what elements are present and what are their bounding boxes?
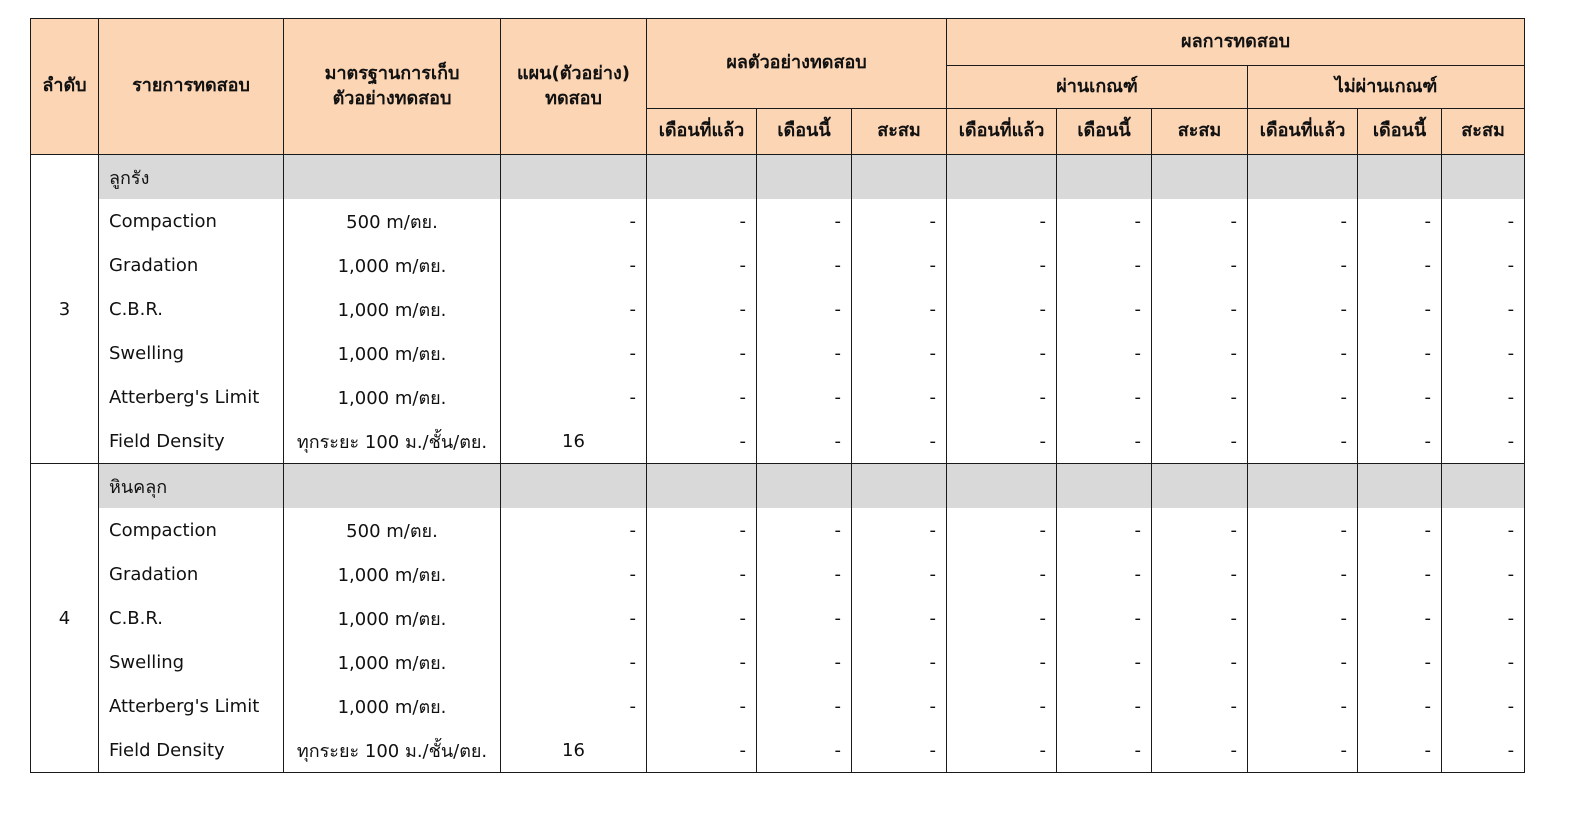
result-value: - bbox=[1358, 508, 1442, 552]
test-plan: - bbox=[501, 640, 647, 684]
group-empty-cell bbox=[647, 155, 757, 200]
result-value: - bbox=[1057, 728, 1152, 773]
result-value: - bbox=[1152, 375, 1248, 419]
result-value: - bbox=[647, 331, 757, 375]
result-value: - bbox=[1152, 728, 1248, 773]
result-value: - bbox=[947, 508, 1057, 552]
result-value: - bbox=[1152, 243, 1248, 287]
test-plan: - bbox=[501, 199, 647, 243]
result-value: - bbox=[757, 419, 852, 464]
table-row bbox=[31, 596, 1525, 640]
table-row bbox=[31, 728, 1525, 773]
result-value: - bbox=[1442, 684, 1525, 728]
result-value: - bbox=[947, 375, 1057, 419]
header-standard-line2: ตัวอย่างทดสอบ bbox=[332, 87, 452, 109]
result-value: - bbox=[947, 728, 1057, 773]
result-value: - bbox=[757, 331, 852, 375]
header-results: ผลการทดสอบ bbox=[947, 19, 1525, 66]
test-item: Gradation bbox=[99, 243, 284, 287]
test-standard: 1,000 m/ตย. bbox=[284, 287, 501, 331]
result-value: - bbox=[1358, 375, 1442, 419]
test-plan: - bbox=[501, 684, 647, 728]
header-fail-cumulative: สะสม bbox=[1442, 109, 1525, 155]
test-plan: - bbox=[501, 375, 647, 419]
result-value: - bbox=[1248, 728, 1358, 773]
result-value: - bbox=[1358, 419, 1442, 464]
result-value: - bbox=[1152, 596, 1248, 640]
test-plan: 16 bbox=[501, 728, 647, 773]
result-value: - bbox=[852, 243, 947, 287]
result-value: - bbox=[757, 552, 852, 596]
group-empty-cell bbox=[647, 464, 757, 509]
header-samples-last-month: เดือนที่แล้ว bbox=[647, 109, 757, 155]
result-value: - bbox=[647, 508, 757, 552]
table-body bbox=[31, 155, 1525, 773]
group-empty-cell bbox=[947, 464, 1057, 509]
result-value: - bbox=[1248, 640, 1358, 684]
result-value: - bbox=[647, 419, 757, 464]
test-item: C.B.R. bbox=[99, 287, 284, 331]
header-fail: ไม่ผ่านเกณฑ์ bbox=[1248, 66, 1525, 109]
result-value: - bbox=[1442, 596, 1525, 640]
table-row bbox=[31, 419, 1525, 464]
group-row bbox=[31, 464, 1525, 509]
group-empty-cell bbox=[1248, 464, 1358, 509]
result-value: - bbox=[1248, 508, 1358, 552]
group-empty-cell bbox=[1152, 464, 1248, 509]
header-no: ลำดับ bbox=[31, 19, 99, 155]
result-value: - bbox=[757, 684, 852, 728]
result-value: - bbox=[1442, 243, 1525, 287]
test-item: Field Density bbox=[99, 728, 284, 773]
result-value: - bbox=[1248, 331, 1358, 375]
test-item: Swelling bbox=[99, 640, 284, 684]
group-empty-cell bbox=[1442, 155, 1525, 200]
test-item: Swelling bbox=[99, 331, 284, 375]
result-value: - bbox=[647, 552, 757, 596]
test-item: Gradation bbox=[99, 552, 284, 596]
header-pass-last-month: เดือนที่แล้ว bbox=[947, 109, 1057, 155]
result-value: - bbox=[1152, 508, 1248, 552]
result-value: - bbox=[852, 287, 947, 331]
result-value: - bbox=[1248, 552, 1358, 596]
result-value: - bbox=[852, 728, 947, 773]
test-standard: 1,000 m/ตย. bbox=[284, 243, 501, 287]
header-pass-cumulative: สะสม bbox=[1152, 109, 1248, 155]
test-item: Atterberg's Limit bbox=[99, 375, 284, 419]
result-value: - bbox=[1057, 684, 1152, 728]
result-value: - bbox=[1358, 640, 1442, 684]
test-results-table bbox=[30, 18, 1525, 773]
result-value: - bbox=[1152, 287, 1248, 331]
test-plan: - bbox=[501, 243, 647, 287]
header-samples-this-month: เดือนนี้ bbox=[757, 109, 852, 155]
result-value: - bbox=[757, 287, 852, 331]
test-plan: 16 bbox=[501, 419, 647, 464]
result-value: - bbox=[1248, 199, 1358, 243]
group-name: ลูกรัง bbox=[99, 155, 284, 200]
header-standard bbox=[284, 19, 501, 155]
result-value: - bbox=[1057, 375, 1152, 419]
test-standard: ทุกระยะ 100 ม./ชั้น/ตย. bbox=[284, 728, 501, 773]
result-value: - bbox=[1152, 199, 1248, 243]
result-value: - bbox=[647, 375, 757, 419]
result-value: - bbox=[1152, 640, 1248, 684]
result-value: - bbox=[1442, 375, 1525, 419]
table-row bbox=[31, 331, 1525, 375]
group-row bbox=[31, 155, 1525, 200]
result-value: - bbox=[1248, 243, 1358, 287]
result-value: - bbox=[947, 287, 1057, 331]
result-value: - bbox=[1057, 640, 1152, 684]
result-value: - bbox=[757, 199, 852, 243]
header-samples-cumulative: สะสม bbox=[852, 109, 947, 155]
result-value: - bbox=[947, 199, 1057, 243]
result-value: - bbox=[947, 243, 1057, 287]
header-plan-line2: ทดสอบ bbox=[545, 87, 602, 109]
header-pass: ผ่านเกณฑ์ bbox=[947, 66, 1248, 109]
result-value: - bbox=[852, 640, 947, 684]
result-value: - bbox=[1358, 552, 1442, 596]
group-number: 4 bbox=[31, 464, 99, 773]
result-value: - bbox=[1358, 331, 1442, 375]
group-empty-cell bbox=[501, 155, 647, 200]
result-value: - bbox=[852, 596, 947, 640]
result-value: - bbox=[1442, 552, 1525, 596]
result-value: - bbox=[1057, 552, 1152, 596]
test-item: C.B.R. bbox=[99, 596, 284, 640]
result-value: - bbox=[852, 508, 947, 552]
group-empty-cell bbox=[1057, 155, 1152, 200]
result-value: - bbox=[1057, 596, 1152, 640]
table-row bbox=[31, 199, 1525, 243]
table-row bbox=[31, 640, 1525, 684]
result-value: - bbox=[647, 287, 757, 331]
test-standard: 500 m/ตย. bbox=[284, 199, 501, 243]
result-value: - bbox=[1057, 243, 1152, 287]
table-header bbox=[31, 19, 1525, 155]
result-value: - bbox=[647, 199, 757, 243]
result-value: - bbox=[1358, 728, 1442, 773]
result-value: - bbox=[647, 684, 757, 728]
group-empty-cell bbox=[284, 464, 501, 509]
test-standard: 1,000 m/ตย. bbox=[284, 375, 501, 419]
result-value: - bbox=[757, 640, 852, 684]
result-value: - bbox=[947, 331, 1057, 375]
table-row bbox=[31, 552, 1525, 596]
header-fail-last-month: เดือนที่แล้ว bbox=[1248, 109, 1358, 155]
header-samples: ผลตัวอย่างทดสอบ bbox=[647, 19, 947, 109]
group-empty-cell bbox=[757, 464, 852, 509]
test-standard: 1,000 m/ตย. bbox=[284, 640, 501, 684]
header-item: รายการทดสอบ bbox=[99, 19, 284, 155]
header-plan bbox=[501, 19, 647, 155]
test-plan: - bbox=[501, 508, 647, 552]
test-plan: - bbox=[501, 596, 647, 640]
result-value: - bbox=[647, 640, 757, 684]
test-standard: 1,000 m/ตย. bbox=[284, 331, 501, 375]
group-empty-cell bbox=[1057, 464, 1152, 509]
table-row bbox=[31, 287, 1525, 331]
header-plan-line1: แผน(ตัวอย่าง) bbox=[517, 63, 630, 85]
result-value: - bbox=[1358, 287, 1442, 331]
table-row bbox=[31, 243, 1525, 287]
result-value: - bbox=[1358, 684, 1442, 728]
result-value: - bbox=[947, 684, 1057, 728]
result-value: - bbox=[757, 375, 852, 419]
test-item: Compaction bbox=[99, 508, 284, 552]
result-value: - bbox=[947, 419, 1057, 464]
result-value: - bbox=[852, 552, 947, 596]
test-standard: 1,000 m/ตย. bbox=[284, 684, 501, 728]
group-empty-cell bbox=[1358, 155, 1442, 200]
result-value: - bbox=[1152, 419, 1248, 464]
result-value: - bbox=[1248, 684, 1358, 728]
result-value: - bbox=[1358, 243, 1442, 287]
header-standard-line1: มาตรฐานการเก็บ bbox=[324, 63, 460, 85]
result-value: - bbox=[647, 596, 757, 640]
test-item: Atterberg's Limit bbox=[99, 684, 284, 728]
header-fail-this-month: เดือนนี้ bbox=[1358, 109, 1442, 155]
result-value: - bbox=[1358, 199, 1442, 243]
group-number: 3 bbox=[31, 155, 99, 464]
result-value: - bbox=[1442, 508, 1525, 552]
test-plan: - bbox=[501, 552, 647, 596]
group-name: หินคลุก bbox=[99, 464, 284, 509]
result-value: - bbox=[1442, 199, 1525, 243]
group-empty-cell bbox=[284, 155, 501, 200]
group-empty-cell bbox=[1248, 155, 1358, 200]
result-value: - bbox=[757, 243, 852, 287]
result-value: - bbox=[1248, 287, 1358, 331]
test-standard: 500 m/ตย. bbox=[284, 508, 501, 552]
result-value: - bbox=[947, 552, 1057, 596]
result-value: - bbox=[757, 596, 852, 640]
result-value: - bbox=[852, 684, 947, 728]
result-value: - bbox=[947, 596, 1057, 640]
group-empty-cell bbox=[852, 155, 947, 200]
test-standard: ทุกระยะ 100 ม./ชั้น/ตย. bbox=[284, 419, 501, 464]
test-standard: 1,000 m/ตย. bbox=[284, 596, 501, 640]
result-value: - bbox=[757, 508, 852, 552]
table-row bbox=[31, 508, 1525, 552]
result-value: - bbox=[1152, 331, 1248, 375]
header-pass-this-month: เดือนนี้ bbox=[1057, 109, 1152, 155]
result-value: - bbox=[1442, 728, 1525, 773]
test-item: Compaction bbox=[99, 199, 284, 243]
result-value: - bbox=[852, 331, 947, 375]
group-empty-cell bbox=[501, 464, 647, 509]
table-row bbox=[31, 375, 1525, 419]
group-empty-cell bbox=[852, 464, 947, 509]
result-value: - bbox=[1248, 596, 1358, 640]
result-value: - bbox=[1248, 419, 1358, 464]
test-plan: - bbox=[501, 287, 647, 331]
result-value: - bbox=[1057, 199, 1152, 243]
result-value: - bbox=[1358, 596, 1442, 640]
result-value: - bbox=[1057, 508, 1152, 552]
result-value: - bbox=[1057, 287, 1152, 331]
result-value: - bbox=[1152, 552, 1248, 596]
result-value: - bbox=[1248, 375, 1358, 419]
result-value: - bbox=[647, 728, 757, 773]
result-value: - bbox=[1442, 640, 1525, 684]
group-empty-cell bbox=[1442, 464, 1525, 509]
group-empty-cell bbox=[947, 155, 1057, 200]
result-value: - bbox=[1442, 331, 1525, 375]
result-value: - bbox=[757, 728, 852, 773]
group-empty-cell bbox=[1152, 155, 1248, 200]
test-item: Field Density bbox=[99, 419, 284, 464]
table-row bbox=[31, 684, 1525, 728]
result-value: - bbox=[1442, 419, 1525, 464]
group-empty-cell bbox=[1358, 464, 1442, 509]
result-value: - bbox=[1057, 331, 1152, 375]
result-value: - bbox=[852, 419, 947, 464]
result-value: - bbox=[1152, 684, 1248, 728]
result-value: - bbox=[647, 243, 757, 287]
result-value: - bbox=[852, 199, 947, 243]
result-value: - bbox=[947, 640, 1057, 684]
group-empty-cell bbox=[757, 155, 852, 200]
result-value: - bbox=[1057, 419, 1152, 464]
test-standard: 1,000 m/ตย. bbox=[284, 552, 501, 596]
test-plan: - bbox=[501, 331, 647, 375]
result-value: - bbox=[852, 375, 947, 419]
result-value: - bbox=[1442, 287, 1525, 331]
